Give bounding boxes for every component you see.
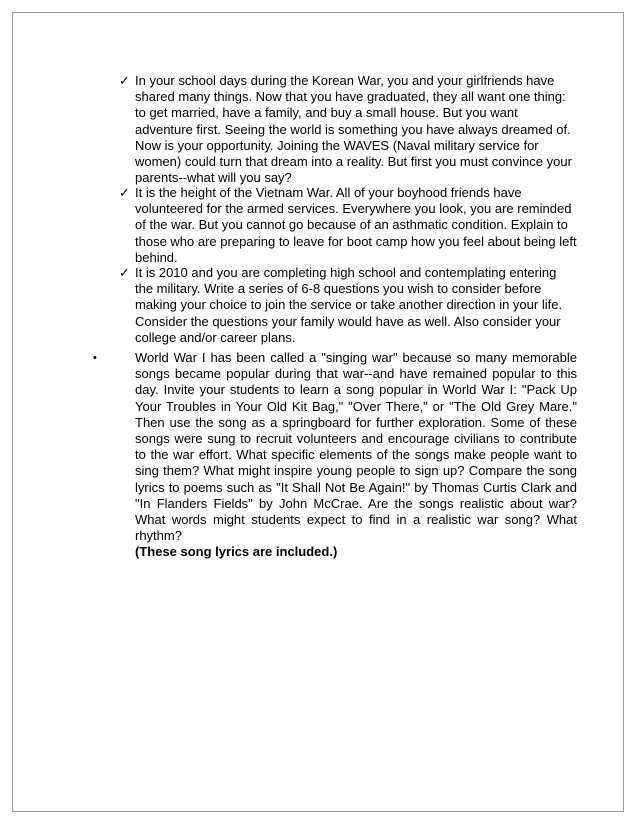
bullet-paragraph: World War I has been called a "singing war" because so many memorable songs became popular during that war--and have remained popular to this day. Invite your students to learn a song popular in World War I: "Pack Up Your Troubles in Your Old Kit Bag," "Over There," or "The Old Grey Mare." Then use the song as a springboard for further exploration. Some of these songs were sung to recruit volunteers and encourage civilians to contribute to the war effort. What specific elements of the songs make people want to sing them? What might inspire young people to sign up? Compare the song lyrics to poems such as "It Shall Not Be Again!" by Thomas Curtis Clark and "In Flanders Fields" by John McCrae. Are the songs realistic about war? What words might students expect to find in a realistic war song? What rhythm? xyxy=(135,350,577,544)
bold-note: (These song lyrics are included.) xyxy=(135,544,338,560)
checklist-text: It is the height of the Vietnam War. All of your boyhood friends have volunteered for the armed services. Everywhere you look, you are reminded of the war. But you cannot go because of an asthmatic condition. Explain to those who are preparing to leave for boot camp how you feel about being left behind. xyxy=(135,185,577,265)
bullet-icon: • xyxy=(93,352,97,364)
checkmark-icon: ✓ xyxy=(119,73,130,88)
checklist-text: It is 2010 and you are completing high school and contemplating entering the military. Write a series of 6-8 questions you wish to consider before making your choice to join the service or take another direction in your life. Consider the questions your family would have as well. Also consider your college and/or career plans. xyxy=(135,265,563,345)
checklist-text: In your school days during the Korean War, you and your girlfriends have shared many things. Now that you have graduated, they all want one thing: to get married, have a family, and buy a small house. But you want adventure first. Seeing the world is something you have always dreamed of. Now is your opportunity. Joining the WAVES (Naval military service for women) could turn that dream into a reality. But first you must convince your parents--what will you say? xyxy=(135,73,572,186)
checkmark-icon: ✓ xyxy=(119,185,130,200)
checkmark-icon: ✓ xyxy=(119,265,130,280)
bullet-text xyxy=(135,350,577,561)
